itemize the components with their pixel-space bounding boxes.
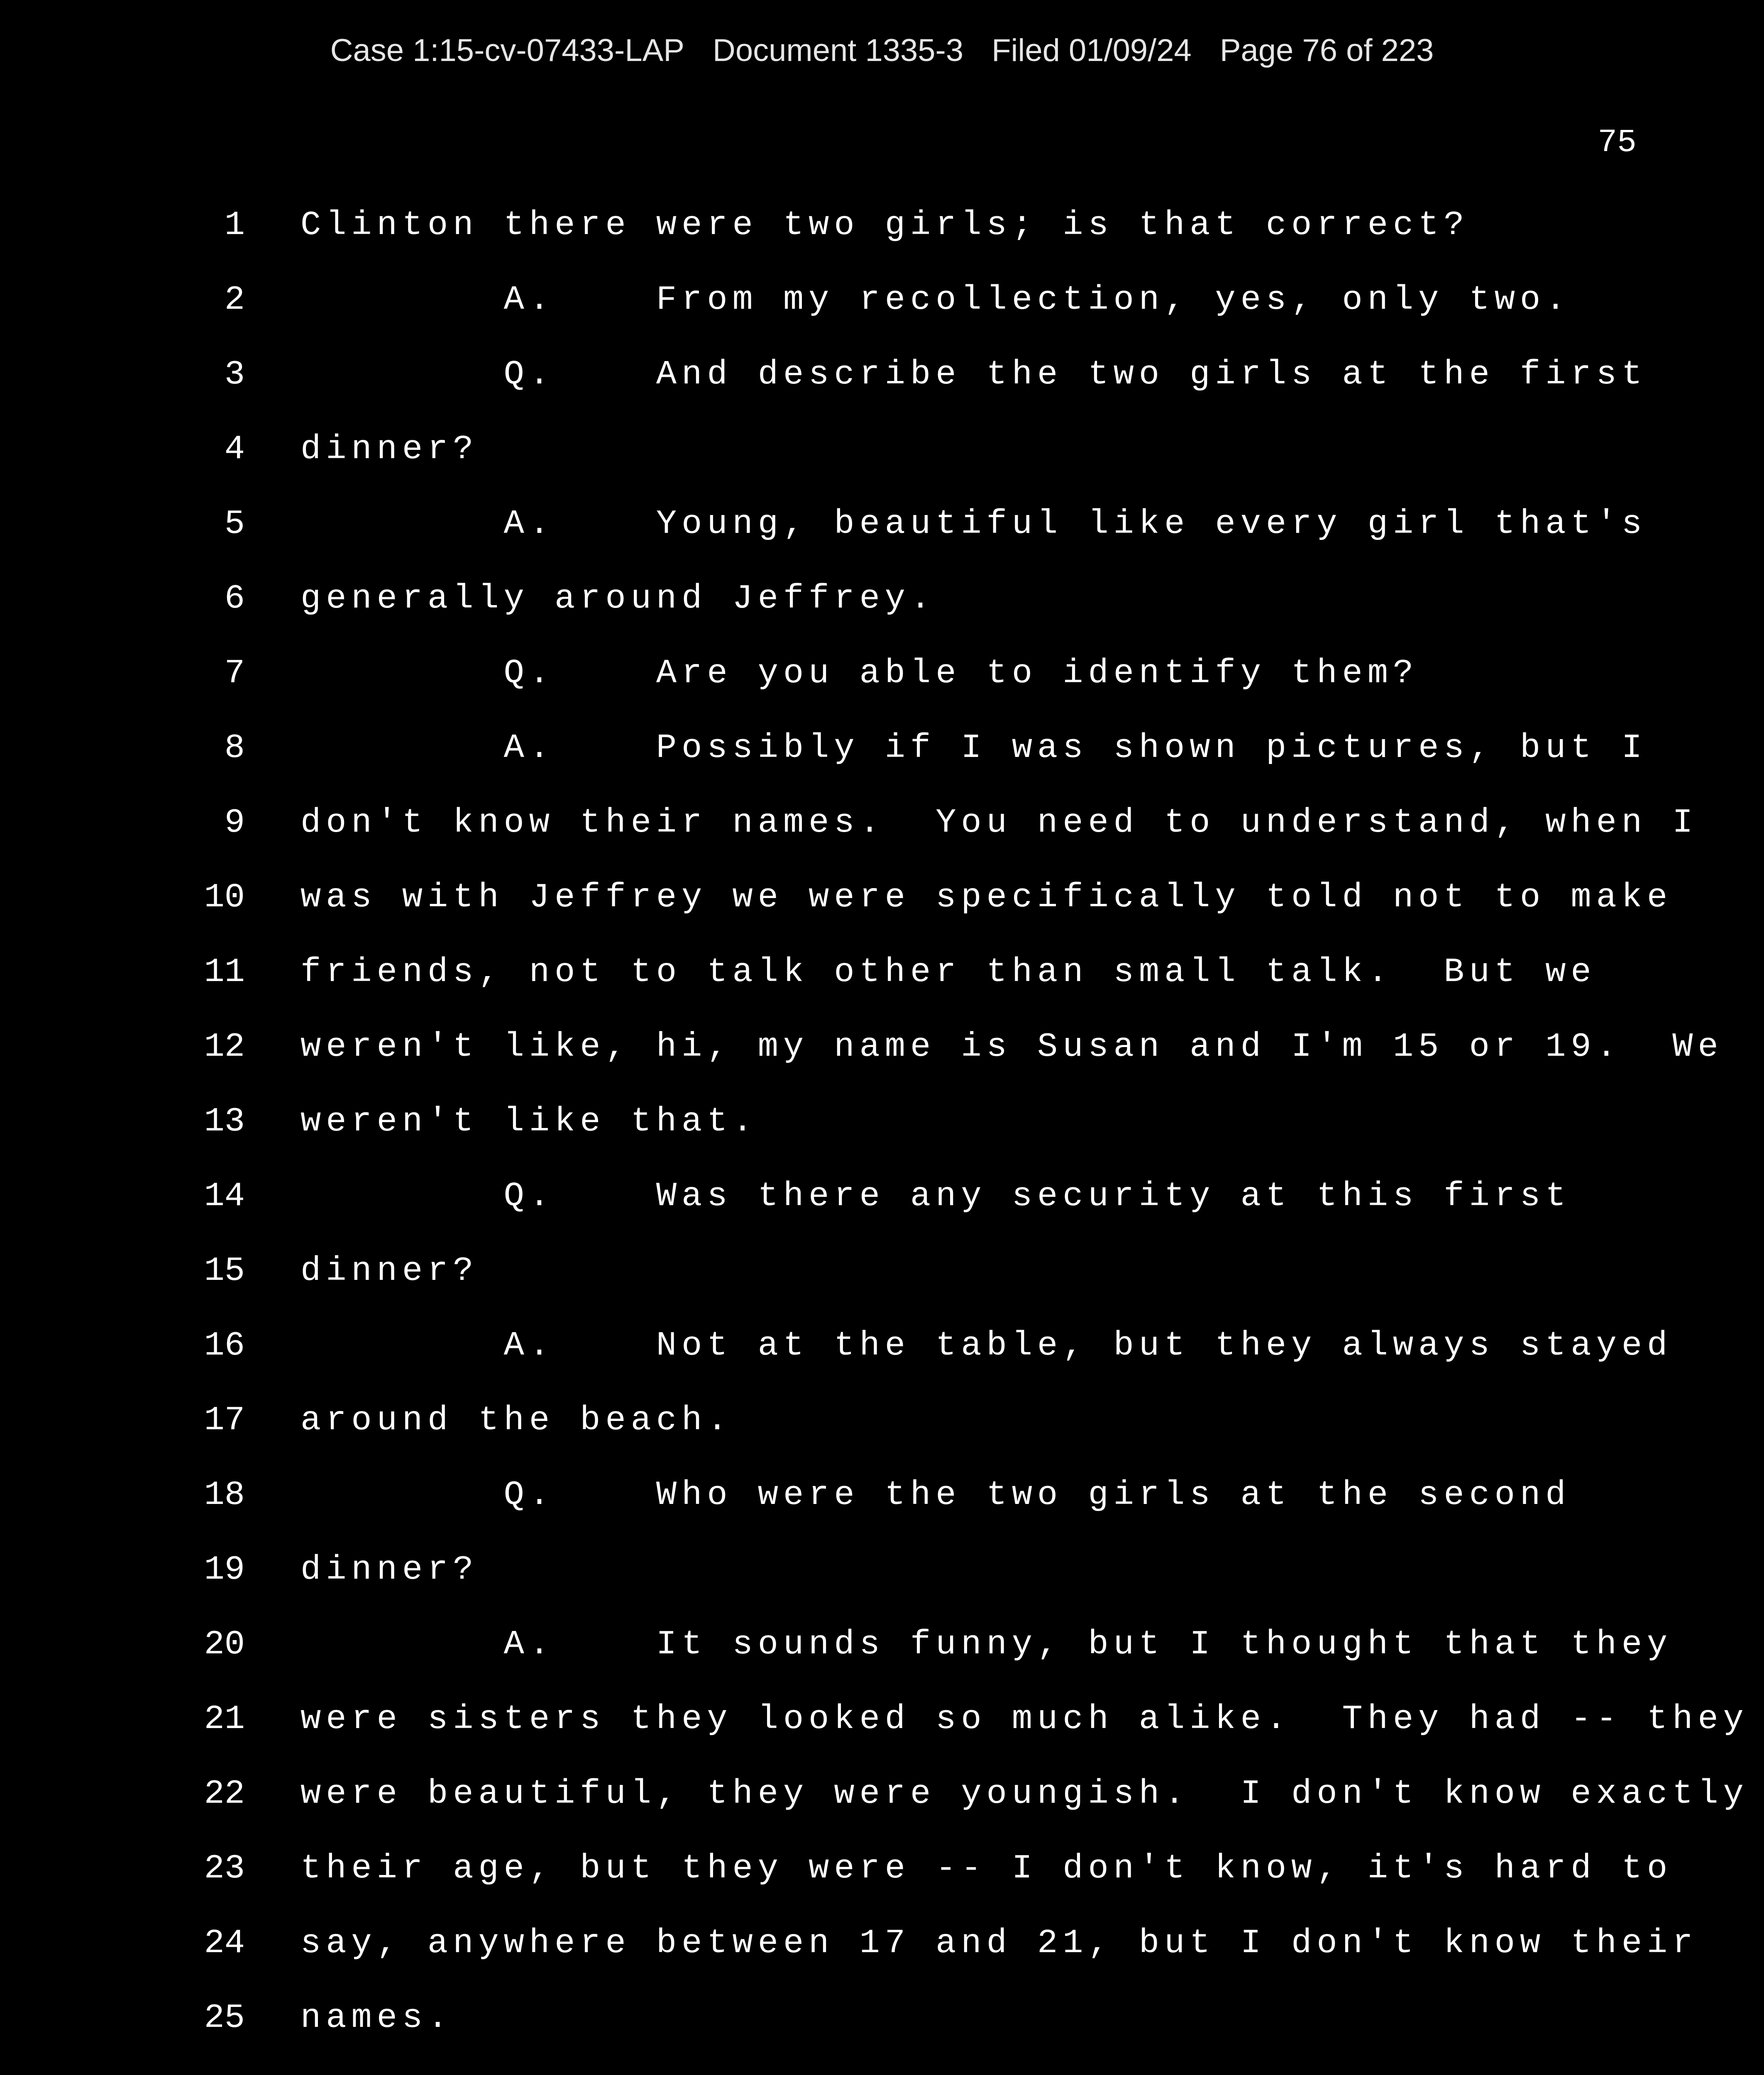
transcript-line [0, 1319, 1764, 1394]
transcript-line [0, 572, 1764, 647]
transcript-line [0, 1916, 1764, 1991]
line-text: A. Not at the table, but they always stayed [301, 1326, 1673, 1365]
transcript-line [0, 497, 1764, 572]
line-number: 5 [224, 505, 245, 543]
transcript-line [0, 348, 1764, 422]
line-text: Q. Are you able to identify them? [301, 654, 1419, 693]
line-number: 25 [204, 1999, 245, 2037]
line-text: weren't like, hi, my name is Susan and I'm 15 or 19. We [301, 1028, 1723, 1066]
line-number: 12 [204, 1028, 245, 1066]
transcript-line [0, 796, 1764, 871]
line-number: 18 [204, 1476, 245, 1514]
filed-date: Filed 01/09/24 [992, 33, 1192, 68]
transcript-line [0, 871, 1764, 945]
line-number: 1 [224, 206, 245, 244]
line-text: Q. Was there any security at this first [301, 1177, 1571, 1216]
line-text: friends, not to talk other than small talk. But we [301, 953, 1596, 991]
line-number: 21 [204, 1700, 245, 1738]
transcript-line [0, 1543, 1764, 1618]
line-number: 20 [204, 1625, 245, 1664]
transcript-line [0, 1095, 1764, 1169]
transcript-line [0, 1020, 1764, 1095]
line-number: 7 [224, 654, 245, 693]
line-text: were sisters they looked so much alike. They had -- they [301, 1700, 1749, 1738]
line-text: Clinton there were two girls; is that correct? [301, 206, 1469, 244]
line-number: 13 [204, 1102, 245, 1141]
transcript-line [0, 1991, 1764, 2066]
line-text: names. [301, 1999, 453, 2037]
transcript-line [0, 1842, 1764, 1916]
transcript-line [0, 1394, 1764, 1468]
court-filing-header [0, 32, 1764, 68]
line-text: A. Young, beautiful like every girl that's [301, 505, 1647, 543]
line-number: 16 [204, 1326, 245, 1365]
line-number: 24 [204, 1924, 245, 1963]
line-number: 9 [224, 803, 245, 842]
line-text: weren't like that. [301, 1102, 758, 1141]
line-text: dinner? [301, 1550, 479, 1589]
line-text: A. Possibly if I was shown pictures, but I [301, 729, 1647, 767]
line-text: generally around Jeffrey. [301, 579, 936, 618]
transcript-line [0, 1244, 1764, 1319]
line-text: was with Jeffrey we were specifically told not to make [301, 878, 1673, 917]
line-number: 19 [204, 1550, 245, 1589]
line-number: 23 [204, 1849, 245, 1888]
case-number: Case 1:15-cv-07433-LAP [330, 33, 684, 68]
page-indicator: Page 76 of 223 [1219, 33, 1434, 68]
line-text: their age, but they were -- I don't know, it's hard to [301, 1849, 1673, 1888]
transcript-line [0, 1468, 1764, 1543]
line-text: Q. Who were the two girls at the second [301, 1476, 1571, 1514]
line-number: 4 [224, 430, 245, 469]
line-text: A. It sounds funny, but I thought that they [301, 1625, 1673, 1664]
line-text: don't know their names. You need to understand, when I [301, 803, 1698, 842]
line-number: 6 [224, 579, 245, 618]
transcript-lines [0, 198, 1764, 2066]
transcript-line [0, 273, 1764, 348]
transcript-page-number: 75 [1598, 124, 1637, 161]
line-number: 10 [204, 878, 245, 917]
line-number: 2 [224, 281, 245, 319]
transcript-line [0, 1618, 1764, 1692]
line-text: dinner? [301, 430, 479, 469]
line-text: were beautiful, they were youngish. I don't know exactly [301, 1775, 1749, 1813]
line-number: 17 [204, 1401, 245, 1440]
transcript-line [0, 721, 1764, 796]
transcript-line [0, 945, 1764, 1020]
transcript-line [0, 647, 1764, 721]
document-number: Document 1335-3 [712, 33, 964, 68]
transcript-line [0, 198, 1764, 273]
line-text: Q. And describe the two girls at the first [301, 355, 1647, 394]
transcript-line [0, 1169, 1764, 1244]
line-number: 3 [224, 355, 245, 394]
line-text: A. From my recollection, yes, only two. [301, 281, 1571, 319]
line-number: 15 [204, 1252, 245, 1290]
line-number: 14 [204, 1177, 245, 1216]
transcript-line [0, 422, 1764, 497]
line-number: 11 [204, 953, 245, 991]
line-text: around the beach. [301, 1401, 733, 1440]
transcript-line [0, 1767, 1764, 1842]
transcript-line [0, 1692, 1764, 1767]
line-text: say, anywhere between 17 and 21, but I don't know their [301, 1924, 1698, 1963]
line-text: dinner? [301, 1252, 479, 1290]
line-number: 8 [224, 729, 245, 767]
line-number: 22 [204, 1775, 245, 1813]
